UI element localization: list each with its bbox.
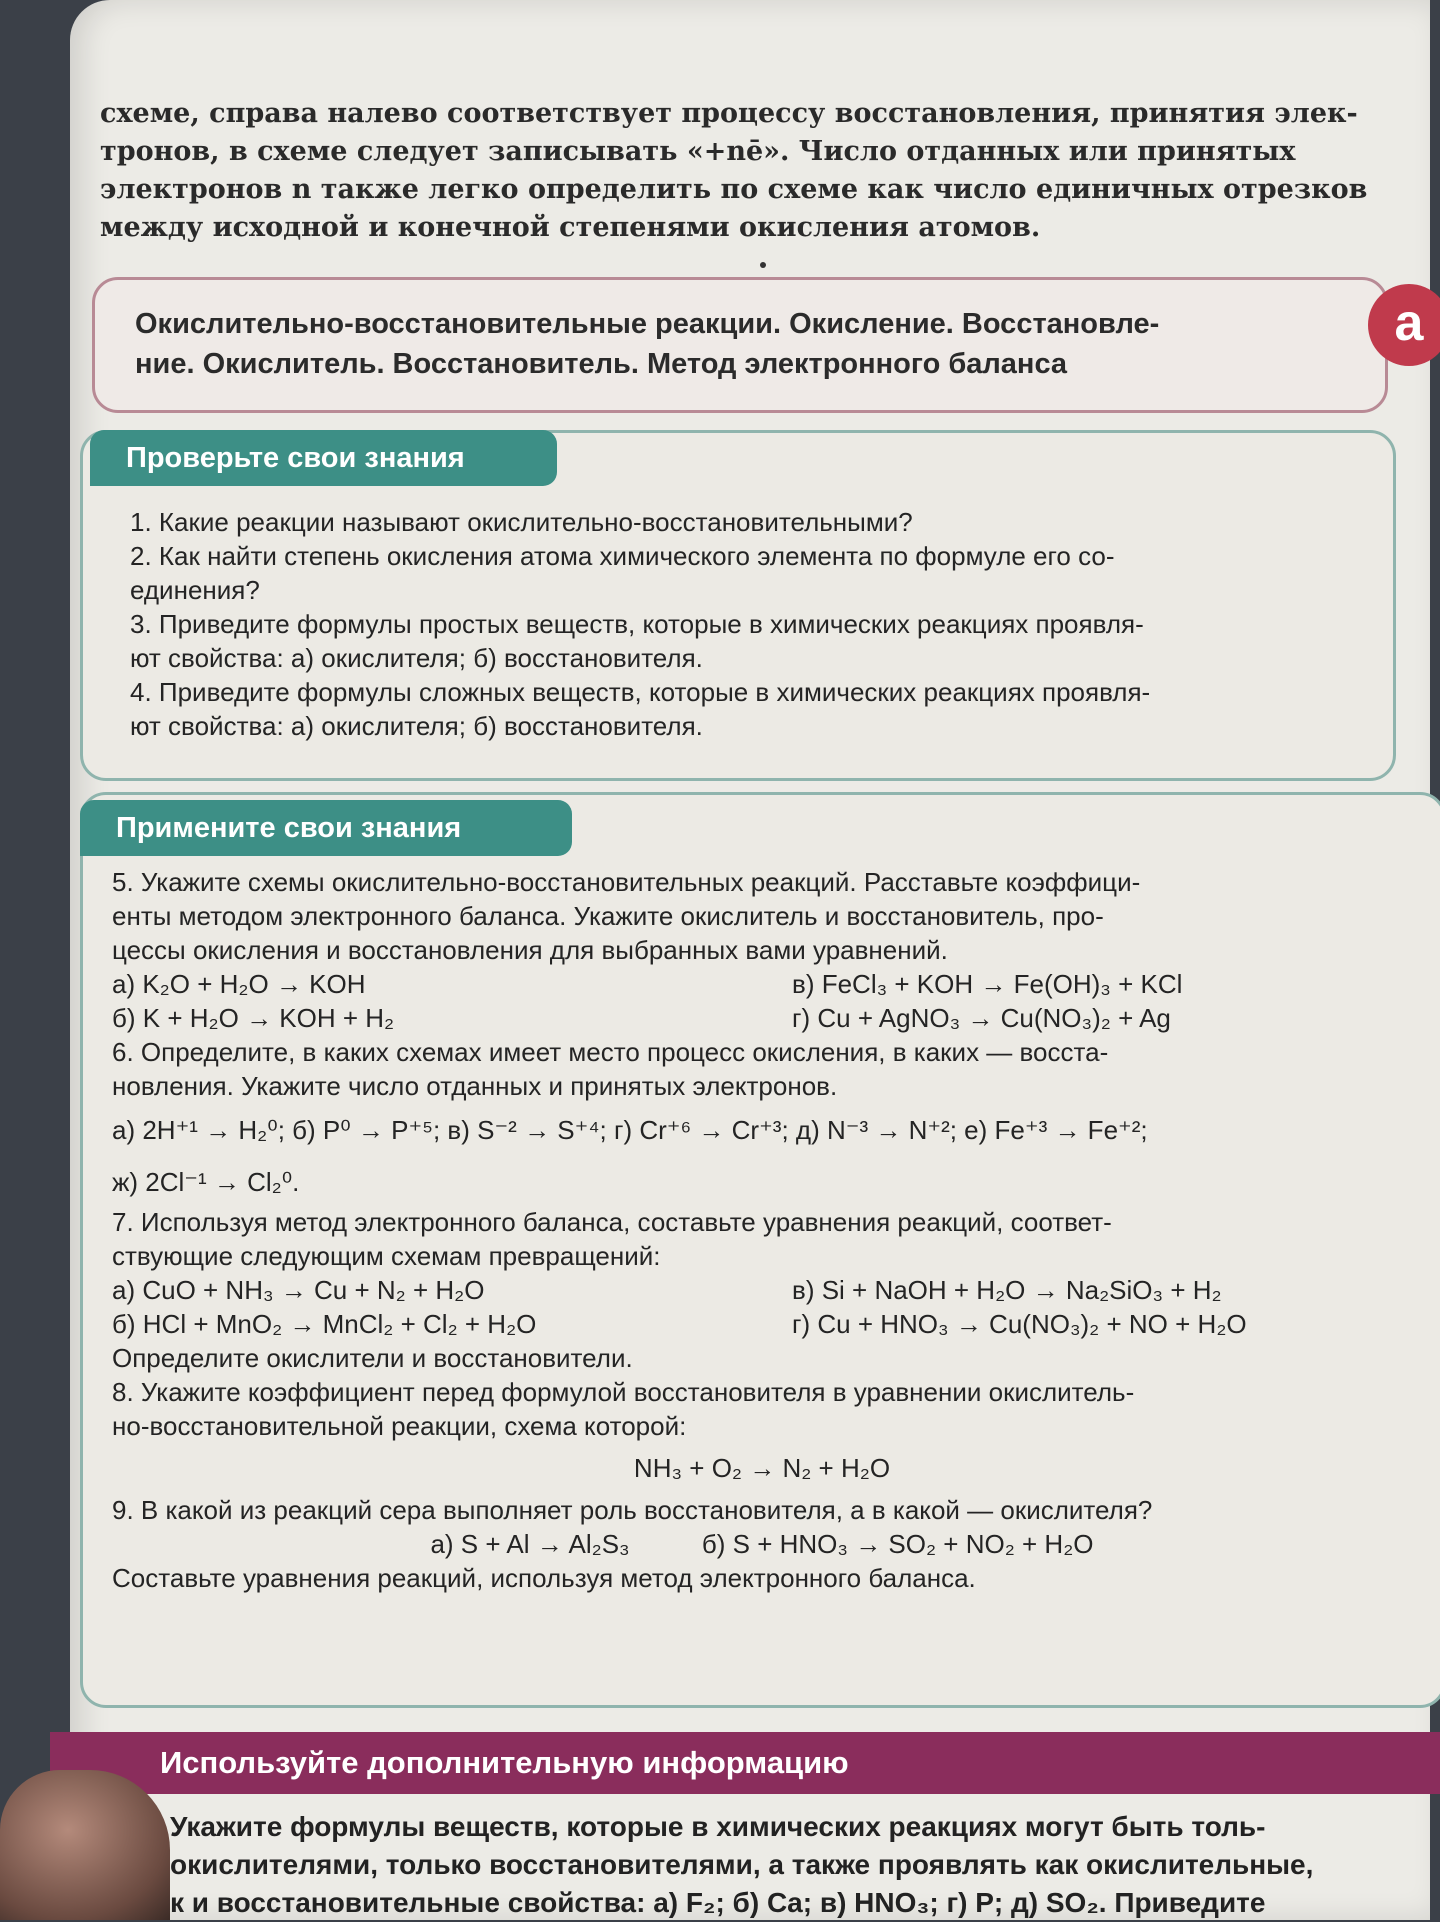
question-line: Составьте уравнения реакций, используя метод электронного баланса. — [112, 1563, 976, 1593]
extra-info-text — [170, 1808, 1430, 1922]
question-line: новления. Укажите число отданных и принятых электронов. — [112, 1071, 838, 1101]
question-line: 1. Какие реакции называют окислительно-восстановительными? — [130, 507, 913, 537]
equation: в) FeCl₃ + KOH → Fe(OH)₃ + KCl — [792, 969, 1183, 999]
equation: а) CuO + NH₃ → Cu + N₂ + H₂O — [112, 1275, 485, 1305]
question-line: енты методом электронного баланса. Укажите окислитель и восстановитель, про- — [112, 901, 1104, 931]
key-terms-line: ние. Окислитель. Восстановитель. Метод электронного баланса — [135, 348, 1068, 380]
thumb-photo — [0, 1770, 170, 1920]
equation-row — [112, 1307, 1412, 1341]
equation: NH₃ + O₂ → N₂ + H₂O — [633, 1453, 891, 1483]
extra-info-title: Используйте дополнительную информацию — [50, 1732, 1440, 1794]
check-knowledge-title: Проверьте свои знания — [90, 430, 557, 486]
question-line: 9. В какой из реакций сера выполняет роль восстановителя, а в какой — окислителя? — [112, 1495, 1153, 1525]
check-questions — [130, 505, 1360, 743]
equation-row — [112, 1273, 1412, 1307]
textbook-page — [70, 0, 1430, 1920]
question-line: 3. Приведите формулы простых веществ, которые в химических реакциях проявля- — [130, 609, 1144, 639]
equation: г) Cu + HNO₃ → Cu(NO₃)₂ + NO + H₂O — [792, 1309, 1247, 1339]
question-line: цессы окисления и восстановления для выбранных вами уравнений. — [112, 935, 948, 965]
intro-line: схеме, справа налево соответствует процессу восстановления, принятия элек- — [100, 98, 1358, 129]
separator-dot — [760, 262, 766, 268]
intro-paragraph — [100, 95, 1370, 247]
question-line: но-восстановительной реакции, схема которой: — [112, 1411, 687, 1441]
question-line: 2. Как найти степень окисления атома химического элемента по формуле его со- — [130, 541, 1115, 571]
equation: а) K₂O + H₂O → KOH — [112, 969, 366, 999]
question-line: единения? — [130, 575, 260, 605]
question-line: ствующие следующим схемам превращений: — [112, 1241, 661, 1271]
question-line: 6. Определите, в каких схемах имеет место процесс окисления, в каких — восста- — [112, 1037, 1109, 1067]
equation: г) Cu + AgNO₃ → Cu(NO₃)₂ + Ag — [792, 1003, 1171, 1033]
oxidation-schemes: ж) 2Cl⁻¹ → Cl₂⁰. — [112, 1167, 300, 1197]
equation: б) HCl + MnO₂ → MnCl₂ + Cl₂ + H₂O — [112, 1309, 537, 1339]
question-line: 5. Укажите схемы окислительно-восстановительных реакций. Расставьте коэффици- — [112, 867, 1141, 897]
question-line: 8. Укажите коэффициент перед формулой восстановителя в уравнении окислитель- — [112, 1377, 1135, 1407]
intro-line: тронов, в схеме следует записывать «+nē». Число отданных или принятых — [100, 136, 1296, 167]
glossary-badge-icon: а — [1368, 284, 1440, 366]
question-line: Определите окислители и восстановители. — [112, 1343, 633, 1373]
intro-line: между исходной и конечной степенями окисления атомов. — [100, 212, 1041, 243]
question-line: ют свойства: а) окислителя; б) восстановителя. — [130, 711, 703, 741]
equation: а) S + Al → Al₂S₃ б) S + HNO₃ → SO₂ + NO₂ + H₂O — [430, 1529, 1094, 1559]
equation-row — [112, 1001, 1412, 1035]
extra-line: Укажите формулы веществ, которые в химических реакциях могут быть толь- — [170, 1811, 1266, 1842]
question-line: 4. Приведите формулы сложных веществ, которые в химических реакциях проявля- — [130, 677, 1151, 707]
intro-line: электронов n также легко определить по схеме как число единичных отрезков — [100, 174, 1368, 205]
key-terms-box — [92, 277, 1388, 413]
extra-line: окислителями, только восстановителями, а также проявлять как окислительные, — [170, 1849, 1314, 1880]
question-line: 7. Используя метод электронного баланса, составьте уравнения реакций, соответ- — [112, 1207, 1112, 1237]
equation: в) Si + NaOH + H₂O → Na₂SiO₃ + H₂ — [792, 1275, 1222, 1305]
equation: б) K + H₂O → KOH + H₂ — [112, 1003, 395, 1033]
key-terms-line: Окислительно-восстановительные реакции. Окисление. Восстановле- — [135, 308, 1160, 340]
equation-row — [112, 967, 1412, 1001]
apply-knowledge-title: Примените свои знания — [80, 800, 572, 856]
apply-questions — [112, 865, 1412, 1595]
extra-line: к и восстановительные свойства: а) F₂; б) Ca; в) HNO₃; г) P; д) SO₂. Приведите — [170, 1887, 1266, 1918]
oxidation-schemes: а) 2H⁺¹ → H₂⁰; б) P⁰ → P⁺⁵; в) S⁻² → S⁺⁴; г) Cr⁺⁶ → Cr⁺³; д) N⁻³ → N⁺²; е) Fe⁺³ → Fe⁺²; — [112, 1115, 1148, 1145]
question-line: ют свойства: а) окислителя; б) восстановителя. — [130, 643, 703, 673]
